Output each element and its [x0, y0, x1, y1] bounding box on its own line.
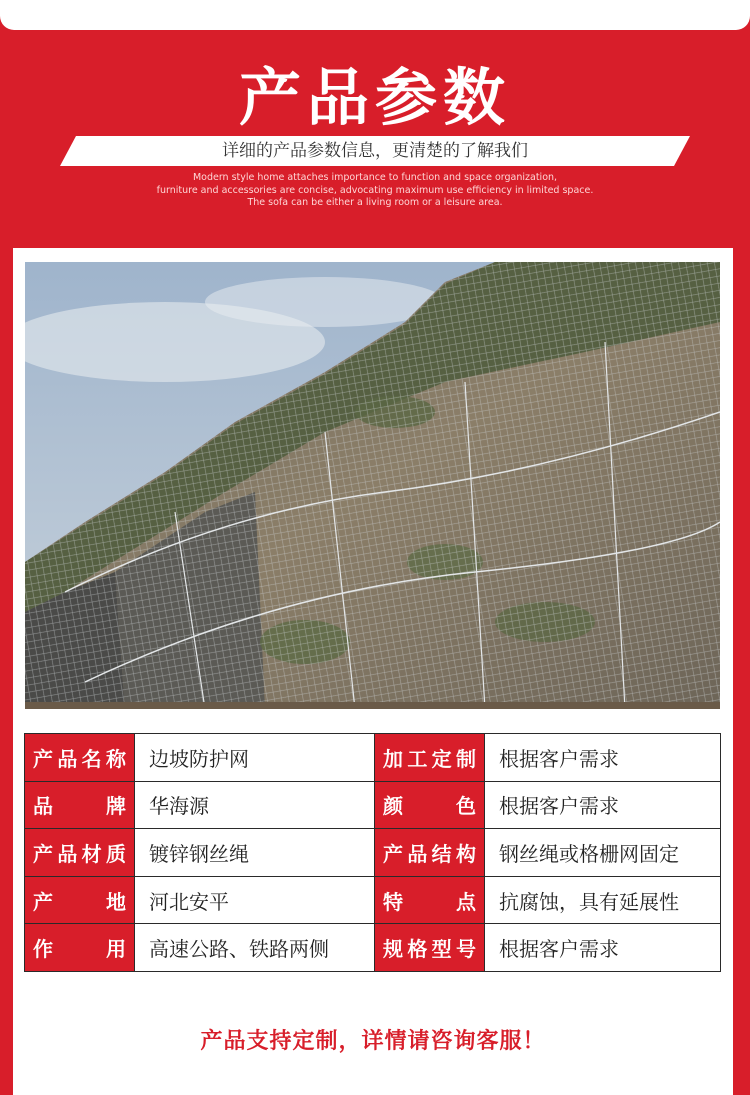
subtitle-banner — [60, 136, 690, 166]
spec-value: 高速公路、铁路两侧 — [135, 924, 375, 972]
spec-row — [25, 781, 721, 829]
spec-row — [25, 734, 721, 782]
spec-table — [24, 733, 721, 972]
spec-row — [25, 876, 721, 924]
spec-key: 品 牌 — [25, 781, 135, 829]
product-photo — [25, 262, 720, 709]
spec-value: 根据客户需求 — [485, 924, 721, 972]
spec-key: 规格型号 — [375, 924, 485, 972]
spec-value: 边坡防护网 — [135, 734, 375, 782]
english-line: furniture and accessories are concise, advocating maximum use efficiency in limited space. — [156, 184, 594, 196]
spec-key: 产品名称 — [25, 734, 135, 782]
customization-notice: 产品支持定制，详情请咨询客服！ — [200, 1029, 546, 1054]
spec-key: 加工定制 — [375, 734, 485, 782]
spec-key: 产品结构 — [375, 829, 485, 877]
spec-key: 作 用 — [25, 924, 135, 972]
english-line: The sofa can be either a living room or a leisure area. — [247, 197, 503, 208]
header-section — [0, 30, 750, 248]
slope-net-photo-illustration — [25, 262, 720, 709]
spec-key: 特 点 — [375, 876, 485, 924]
top-strip — [0, 0, 750, 30]
spec-key: 产 地 — [25, 876, 135, 924]
spec-value: 河北安平 — [135, 876, 375, 924]
spec-value: 镀锌钢丝绳 — [135, 829, 375, 877]
spec-value: 华海源 — [135, 781, 375, 829]
spec-value: 根据客户需求 — [485, 781, 721, 829]
spec-row — [25, 924, 721, 972]
spec-value: 根据客户需求 — [485, 734, 721, 782]
page-title: 产品参数 — [238, 61, 511, 134]
spec-value: 钢丝绳或格栅网固定 — [485, 829, 721, 877]
spec-key: 颜 色 — [375, 781, 485, 829]
spec-row — [25, 829, 721, 877]
content-panel — [13, 248, 733, 1095]
spec-key: 产品材质 — [25, 829, 135, 877]
subtitle-text: 详细的产品参数信息，更清楚的了解我们 — [222, 141, 528, 161]
english-description — [0, 172, 750, 210]
spec-value: 抗腐蚀，具有延展性 — [485, 876, 721, 924]
english-line: Modern style home attaches importance to function and space organization, — [192, 172, 558, 183]
